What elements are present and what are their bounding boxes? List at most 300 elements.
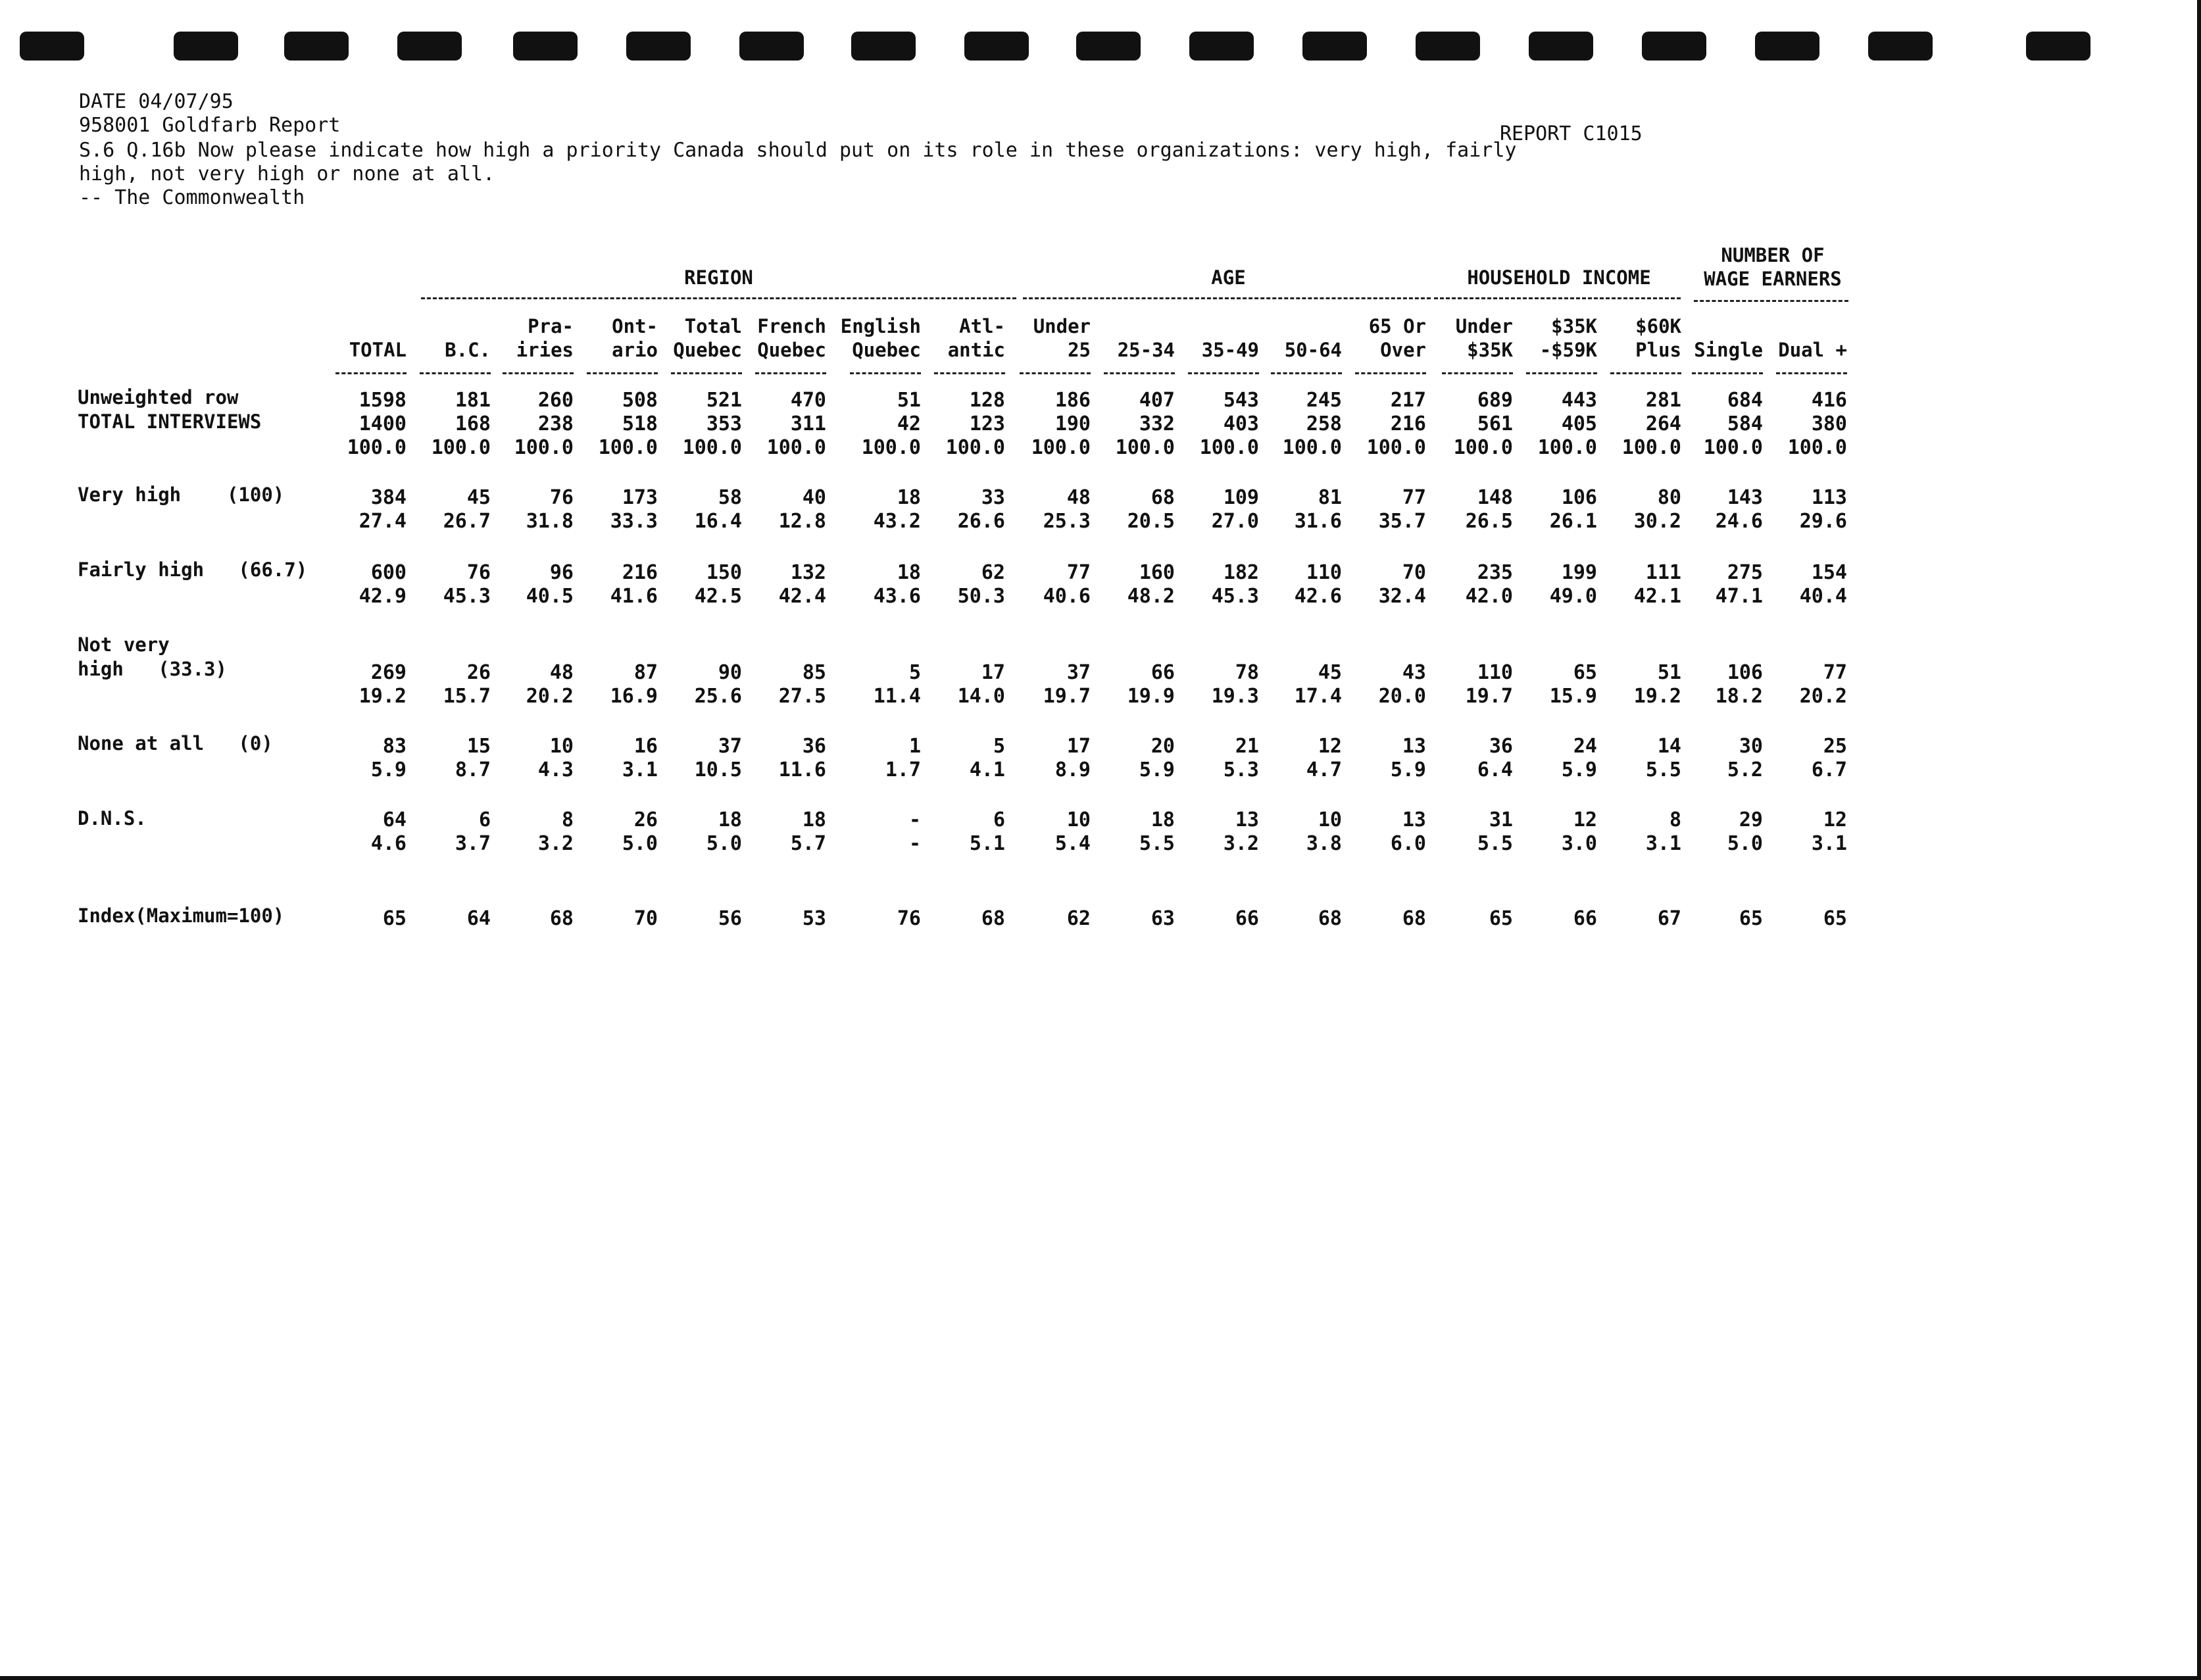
table-cell: 168 xyxy=(455,412,491,435)
column-header-2-line2: B.C. xyxy=(445,339,491,361)
row-label: None at all (0) xyxy=(78,732,273,754)
table-cell: 15 xyxy=(466,735,491,758)
table-cell: 4.6 xyxy=(370,832,407,855)
table-cell: 12.8 xyxy=(778,510,826,533)
table-cell: 100.0 xyxy=(1537,436,1597,459)
table-cell: 3.1 xyxy=(622,758,658,781)
column-header-14-line1: Under xyxy=(1455,315,1513,337)
table-cell: 100.0 xyxy=(1031,436,1091,459)
table-cell: 21 xyxy=(1235,735,1259,758)
table-cell: 5.2 xyxy=(1727,758,1763,781)
table-cell: 5.9 xyxy=(1139,758,1175,781)
column-rule xyxy=(503,372,574,374)
punch-hole-strip xyxy=(20,32,2190,63)
table-cell: 518 xyxy=(622,412,658,435)
column-rule xyxy=(1188,372,1259,374)
table-cell: 27.4 xyxy=(359,510,407,533)
table-cell: 77 xyxy=(1402,486,1426,509)
column-header-7-line2: Quebec xyxy=(852,339,921,361)
table-cell: 19.7 xyxy=(1465,685,1513,708)
column-rule xyxy=(934,372,1005,374)
table-cell: 48 xyxy=(1066,486,1091,509)
table-cell: 100.0 xyxy=(431,436,491,459)
table-cell: 15.9 xyxy=(1549,685,1597,708)
table-cell: 100.0 xyxy=(1703,436,1763,459)
table-cell: 10 xyxy=(1318,808,1342,831)
table-cell: 16 xyxy=(633,735,658,758)
column-rule xyxy=(335,372,407,374)
table-cell: 5.5 xyxy=(1477,832,1513,855)
table-cell: 16.4 xyxy=(694,510,742,533)
column-header-3-line1: Pra- xyxy=(528,315,574,337)
table-cell: 111 xyxy=(1645,561,1681,584)
question-line-2: high, not very high or none at all. xyxy=(79,162,495,185)
row-label: Fairly high (66.7) xyxy=(78,558,308,581)
table-cell: 26 xyxy=(466,661,491,684)
table-cell: 5.1 xyxy=(969,832,1005,855)
table-cell: 5.9 xyxy=(1561,758,1597,781)
column-header-6-line1: French xyxy=(757,315,826,337)
table-cell: 26.1 xyxy=(1549,510,1597,533)
punch-hole xyxy=(1076,32,1141,61)
table-cell: 20.2 xyxy=(1799,685,1847,708)
table-cell: 77 xyxy=(1066,561,1091,584)
table-cell: 238 xyxy=(537,412,574,435)
punch-hole xyxy=(397,32,462,61)
table-cell: 26 xyxy=(633,808,658,831)
table-cell: 40.6 xyxy=(1043,585,1091,608)
punch-hole xyxy=(174,32,238,61)
table-cell: 5.9 xyxy=(370,758,407,781)
table-cell: 30 xyxy=(1739,735,1763,758)
group-rule-region xyxy=(421,297,1016,299)
table-cell: 217 xyxy=(1390,389,1426,412)
column-header-13-line2: Over xyxy=(1380,339,1426,361)
table-cell: 100.0 xyxy=(598,436,658,459)
table-cell: 50.3 xyxy=(957,585,1005,608)
table-cell: 10.5 xyxy=(694,758,742,781)
group-heading-household-income: HOUSEHOLD INCOME xyxy=(1467,266,1651,289)
table-cell: 68 xyxy=(981,907,1005,930)
table-cell: 182 xyxy=(1223,561,1259,584)
row-label: Very high (100) xyxy=(78,483,285,506)
table-cell: 65 xyxy=(1573,661,1597,684)
table-cell: 42.4 xyxy=(778,585,826,608)
table-cell: 5.5 xyxy=(1139,832,1175,855)
table-cell: 68 xyxy=(1150,486,1175,509)
column-header-3-line2: iries xyxy=(516,339,574,361)
table-cell: 37 xyxy=(718,735,742,758)
table-cell: 20.0 xyxy=(1378,685,1426,708)
table-cell: 106 xyxy=(1727,661,1763,684)
table-cell: 3.2 xyxy=(537,832,574,855)
group-heading-wage-earners-line-2: WAGE EARNERS xyxy=(1704,268,1842,290)
table-cell: 4.1 xyxy=(969,758,1005,781)
table-cell: 85 xyxy=(802,661,826,684)
column-header-9-line2: 25 xyxy=(1068,339,1091,361)
column-header-15-line2: -$59K xyxy=(1539,339,1597,361)
column-header-17-line2: Single xyxy=(1694,339,1763,361)
report-name: 958001 Goldfarb Report xyxy=(79,114,341,137)
table-cell: 64 xyxy=(382,808,407,831)
punch-hole xyxy=(1868,32,1933,61)
table-cell: 3.2 xyxy=(1223,832,1259,855)
table-cell: 78 xyxy=(1235,661,1259,684)
table-cell: 10 xyxy=(549,735,574,758)
table-cell: 3.1 xyxy=(1811,832,1847,855)
table-cell: 65 xyxy=(382,907,407,930)
table-cell: 12 xyxy=(1573,808,1597,831)
column-header-7-line1: English xyxy=(840,315,921,337)
table-cell: 128 xyxy=(969,389,1005,412)
table-cell: 5.7 xyxy=(790,832,826,855)
table-cell: 20.5 xyxy=(1127,510,1175,533)
column-header-5-line2: Quebec xyxy=(673,339,742,361)
table-cell: 70 xyxy=(1402,561,1426,584)
table-cell: 36 xyxy=(802,735,826,758)
table-cell: 5.0 xyxy=(706,832,742,855)
table-cell: 27.5 xyxy=(778,685,826,708)
table-cell: 67 xyxy=(1657,907,1681,930)
punch-hole xyxy=(1416,32,1480,61)
table-cell: 20.2 xyxy=(526,685,574,708)
table-cell: 8 xyxy=(561,808,574,831)
table-cell: 4.7 xyxy=(1306,758,1342,781)
table-cell: 100.0 xyxy=(1366,436,1426,459)
table-cell: 380 xyxy=(1811,412,1847,435)
table-cell: 81 xyxy=(1318,486,1342,509)
page-edge-right xyxy=(2197,0,2201,1680)
table-cell: 100.0 xyxy=(514,436,574,459)
column-rule xyxy=(1271,372,1342,374)
table-cell: 31.6 xyxy=(1294,510,1342,533)
table-cell: 332 xyxy=(1139,412,1175,435)
table-cell: 353 xyxy=(706,412,742,435)
table-cell: 110 xyxy=(1306,561,1342,584)
column-header-4-line2: ario xyxy=(612,339,658,361)
table-cell: 6 xyxy=(478,808,491,831)
table-cell: 216 xyxy=(1390,412,1426,435)
table-cell: 269 xyxy=(370,661,407,684)
table-cell: 43.6 xyxy=(873,585,921,608)
table-cell: 4.3 xyxy=(537,758,574,781)
column-rule xyxy=(1355,372,1426,374)
table-cell: 33 xyxy=(981,486,1005,509)
table-cell: 245 xyxy=(1306,389,1342,412)
column-rule xyxy=(671,372,742,374)
table-cell: 40 xyxy=(802,486,826,509)
table-cell: 35.7 xyxy=(1378,510,1426,533)
punch-hole xyxy=(739,32,804,61)
table-cell: 31.8 xyxy=(526,510,574,533)
table-cell: 66 xyxy=(1150,661,1175,684)
table-cell: 41.6 xyxy=(610,585,658,608)
table-cell: - xyxy=(908,808,921,831)
punch-hole xyxy=(513,32,578,61)
table-cell: 65 xyxy=(1823,907,1847,930)
table-cell: 689 xyxy=(1477,389,1513,412)
table-cell: 132 xyxy=(790,561,826,584)
table-cell: 62 xyxy=(1066,907,1091,930)
table-cell: 65 xyxy=(1739,907,1763,930)
table-cell: 26.7 xyxy=(443,510,491,533)
table-cell: 56 xyxy=(718,907,742,930)
punch-hole xyxy=(284,32,349,61)
table-cell: 13 xyxy=(1402,808,1426,831)
table-cell: 407 xyxy=(1139,389,1175,412)
table-cell: 58 xyxy=(718,486,742,509)
table-cell: 29.6 xyxy=(1799,510,1847,533)
punch-hole xyxy=(626,32,691,61)
table-cell: 154 xyxy=(1811,561,1847,584)
table-cell: 5.3 xyxy=(1223,758,1259,781)
table-cell: 42 xyxy=(897,412,921,435)
punch-hole xyxy=(1302,32,1367,61)
column-rule xyxy=(420,372,491,374)
table-cell: 109 xyxy=(1223,486,1259,509)
table-cell: 80 xyxy=(1657,486,1681,509)
table-cell: 30.2 xyxy=(1633,510,1681,533)
table-cell: 1 xyxy=(908,735,921,758)
table-cell: 45.3 xyxy=(443,585,491,608)
table-cell: 40.4 xyxy=(1799,585,1847,608)
table-cell: 24 xyxy=(1573,735,1597,758)
table-cell: 6 xyxy=(993,808,1005,831)
table-cell: 12 xyxy=(1318,735,1342,758)
column-header-5-line1: Total xyxy=(684,315,742,337)
table-cell: 68 xyxy=(549,907,574,930)
table-cell: 18.2 xyxy=(1715,685,1763,708)
column-header-11-line2: 35-49 xyxy=(1201,339,1259,361)
table-cell: 19.7 xyxy=(1043,685,1091,708)
page-edge-bottom xyxy=(0,1676,2201,1680)
column-rule xyxy=(850,372,921,374)
table-cell: 45 xyxy=(1318,661,1342,684)
table-cell: 48.2 xyxy=(1127,585,1175,608)
table-cell: 5 xyxy=(993,735,1005,758)
table-cell: 33.3 xyxy=(610,510,658,533)
table-cell: 76 xyxy=(466,561,491,584)
punch-hole xyxy=(964,32,1029,61)
column-rule xyxy=(755,372,826,374)
column-header-4-line1: Ont- xyxy=(612,315,658,337)
table-cell: 5.9 xyxy=(1390,758,1426,781)
column-header-16-line1: $60K xyxy=(1635,315,1681,337)
table-cell: 1400 xyxy=(359,412,407,435)
table-cell: 3.8 xyxy=(1306,832,1342,855)
table-cell: 90 xyxy=(718,661,742,684)
table-cell: 26.6 xyxy=(957,510,1005,533)
column-header-10-line2: 25-34 xyxy=(1117,339,1175,361)
table-cell: 42.1 xyxy=(1633,585,1681,608)
table-cell: 123 xyxy=(969,412,1005,435)
report-id: REPORT C1015 xyxy=(1500,122,1643,145)
group-rule-wage-earners xyxy=(1694,300,1848,302)
table-cell: 42.5 xyxy=(694,585,742,608)
column-rule xyxy=(1776,372,1847,374)
table-cell: 42.6 xyxy=(1294,585,1342,608)
column-rule xyxy=(1104,372,1175,374)
table-cell: 521 xyxy=(706,389,742,412)
table-cell: 32.4 xyxy=(1378,585,1426,608)
table-cell: - xyxy=(908,832,921,855)
table-cell: 18 xyxy=(1150,808,1175,831)
punch-hole xyxy=(1642,32,1706,61)
question-line-3: -- The Commonwealth xyxy=(79,186,305,209)
column-header-14-line2: $35K xyxy=(1467,339,1513,361)
table-cell: 384 xyxy=(370,486,407,509)
table-cell: 6.4 xyxy=(1477,758,1513,781)
table-cell: 190 xyxy=(1054,412,1091,435)
column-rule xyxy=(587,372,658,374)
table-cell: 12 xyxy=(1823,808,1847,831)
table-cell: 160 xyxy=(1139,561,1175,584)
table-cell: 5.0 xyxy=(1727,832,1763,855)
table-cell: 5.0 xyxy=(622,832,658,855)
table-cell: 25.6 xyxy=(694,685,742,708)
table-cell: 8.7 xyxy=(455,758,491,781)
punch-hole xyxy=(1189,32,1254,61)
table-cell: 40.5 xyxy=(526,585,574,608)
table-cell: 19.3 xyxy=(1211,685,1259,708)
column-header-6-line2: Quebec xyxy=(757,339,826,361)
table-cell: 17.4 xyxy=(1294,685,1342,708)
table-cell: 6.0 xyxy=(1390,832,1426,855)
report-date: DATE 04/07/95 xyxy=(79,90,234,113)
table-cell: 11.4 xyxy=(873,685,921,708)
table-cell: 18 xyxy=(897,486,921,509)
table-cell: 31 xyxy=(1489,808,1513,831)
table-cell: 66 xyxy=(1573,907,1597,930)
table-cell: 66 xyxy=(1235,907,1259,930)
table-cell: 10 xyxy=(1066,808,1091,831)
table-cell: 47.1 xyxy=(1715,585,1763,608)
table-cell: 181 xyxy=(455,389,491,412)
table-cell: 186 xyxy=(1054,389,1091,412)
table-cell: 8.9 xyxy=(1054,758,1091,781)
table-cell: 403 xyxy=(1223,412,1259,435)
table-cell: 18 xyxy=(718,808,742,831)
group-heading-age: AGE xyxy=(1211,266,1246,289)
table-cell: 53 xyxy=(802,907,826,930)
table-cell: 18 xyxy=(802,808,826,831)
table-cell: 27.0 xyxy=(1211,510,1259,533)
table-cell: 45.3 xyxy=(1211,585,1259,608)
table-cell: 25 xyxy=(1823,735,1847,758)
table-cell: 51 xyxy=(1657,661,1681,684)
table-cell: 199 xyxy=(1561,561,1597,584)
table-cell: 17 xyxy=(981,661,1005,684)
punch-hole xyxy=(1755,32,1819,61)
table-cell: 113 xyxy=(1811,486,1847,509)
table-cell: 100.0 xyxy=(945,436,1005,459)
table-cell: 65 xyxy=(1489,907,1513,930)
table-cell: 16.9 xyxy=(610,685,658,708)
row-label: Index(Maximum=100) xyxy=(78,904,285,927)
table-cell: 100.0 xyxy=(682,436,742,459)
table-cell: 100.0 xyxy=(766,436,826,459)
table-cell: 36 xyxy=(1489,735,1513,758)
table-cell: 543 xyxy=(1223,389,1259,412)
column-header-1-line2: TOTAL xyxy=(349,339,407,361)
table-cell: 110 xyxy=(1477,661,1513,684)
table-cell: 17 xyxy=(1066,735,1091,758)
column-rule xyxy=(1442,372,1513,374)
table-cell: 87 xyxy=(633,661,658,684)
table-cell: 14.0 xyxy=(957,685,1005,708)
table-cell: 508 xyxy=(622,389,658,412)
table-cell: 5 xyxy=(908,661,921,684)
table-cell: 281 xyxy=(1645,389,1681,412)
table-cell: 76 xyxy=(897,907,921,930)
column-header-13-line1: 65 Or xyxy=(1368,315,1426,337)
table-cell: 100.0 xyxy=(1282,436,1342,459)
table-cell: 470 xyxy=(790,389,826,412)
column-header-12-line2: 50-64 xyxy=(1284,339,1342,361)
group-rule-age xyxy=(1023,297,1431,299)
table-cell: 42.0 xyxy=(1465,585,1513,608)
table-cell: 100.0 xyxy=(1621,436,1681,459)
column-rule xyxy=(1020,372,1091,374)
column-header-8-line2: antic xyxy=(947,339,1005,361)
table-cell: 11.6 xyxy=(778,758,826,781)
table-cell: 14 xyxy=(1657,735,1681,758)
table-cell: 15.7 xyxy=(443,685,491,708)
table-cell: 68 xyxy=(1318,907,1342,930)
table-cell: 600 xyxy=(370,561,407,584)
table-cell: 100.0 xyxy=(1115,436,1175,459)
table-cell: 19.2 xyxy=(1633,685,1681,708)
table-cell: 275 xyxy=(1727,561,1763,584)
punch-hole xyxy=(851,32,916,61)
column-header-9-line1: Under xyxy=(1033,315,1091,337)
table-cell: 235 xyxy=(1477,561,1513,584)
table-cell: 405 xyxy=(1561,412,1597,435)
table-cell: 83 xyxy=(382,735,407,758)
table-cell: 43 xyxy=(1402,661,1426,684)
table-cell: 100.0 xyxy=(1453,436,1513,459)
table-cell: 63 xyxy=(1150,907,1175,930)
table-cell: 37 xyxy=(1066,661,1091,684)
table-cell: 24.6 xyxy=(1715,510,1763,533)
table-cell: 100.0 xyxy=(1787,436,1847,459)
column-header-16-line2: Plus xyxy=(1635,339,1681,361)
table-cell: 68 xyxy=(1402,907,1426,930)
table-cell: 561 xyxy=(1477,412,1513,435)
table-cell: 48 xyxy=(549,661,574,684)
table-cell: 173 xyxy=(622,486,658,509)
table-cell: 96 xyxy=(549,561,574,584)
column-header-15-line1: $35K xyxy=(1551,315,1597,337)
table-cell: 416 xyxy=(1811,389,1847,412)
row-label: Unweighted row TOTAL INTERVIEWS xyxy=(78,386,262,433)
table-cell: 76 xyxy=(549,486,574,509)
table-cell: 51 xyxy=(897,389,921,412)
table-cell: 443 xyxy=(1561,389,1597,412)
table-cell: 6.7 xyxy=(1811,758,1847,781)
table-cell: 70 xyxy=(633,907,658,930)
punch-hole xyxy=(1529,32,1593,61)
table-cell: 148 xyxy=(1477,486,1513,509)
table-cell: 100.0 xyxy=(347,436,407,459)
table-cell: 19.2 xyxy=(359,685,407,708)
table-cell: 43.2 xyxy=(873,510,921,533)
table-cell: 18 xyxy=(897,561,921,584)
table-cell: 13 xyxy=(1235,808,1259,831)
group-heading-region: REGION xyxy=(684,266,753,289)
table-cell: 106 xyxy=(1561,486,1597,509)
question-line-1: S.6 Q.16b Now please indicate how high a priority Canada should put on its role in these organizations: very high, fairly xyxy=(79,139,1517,162)
